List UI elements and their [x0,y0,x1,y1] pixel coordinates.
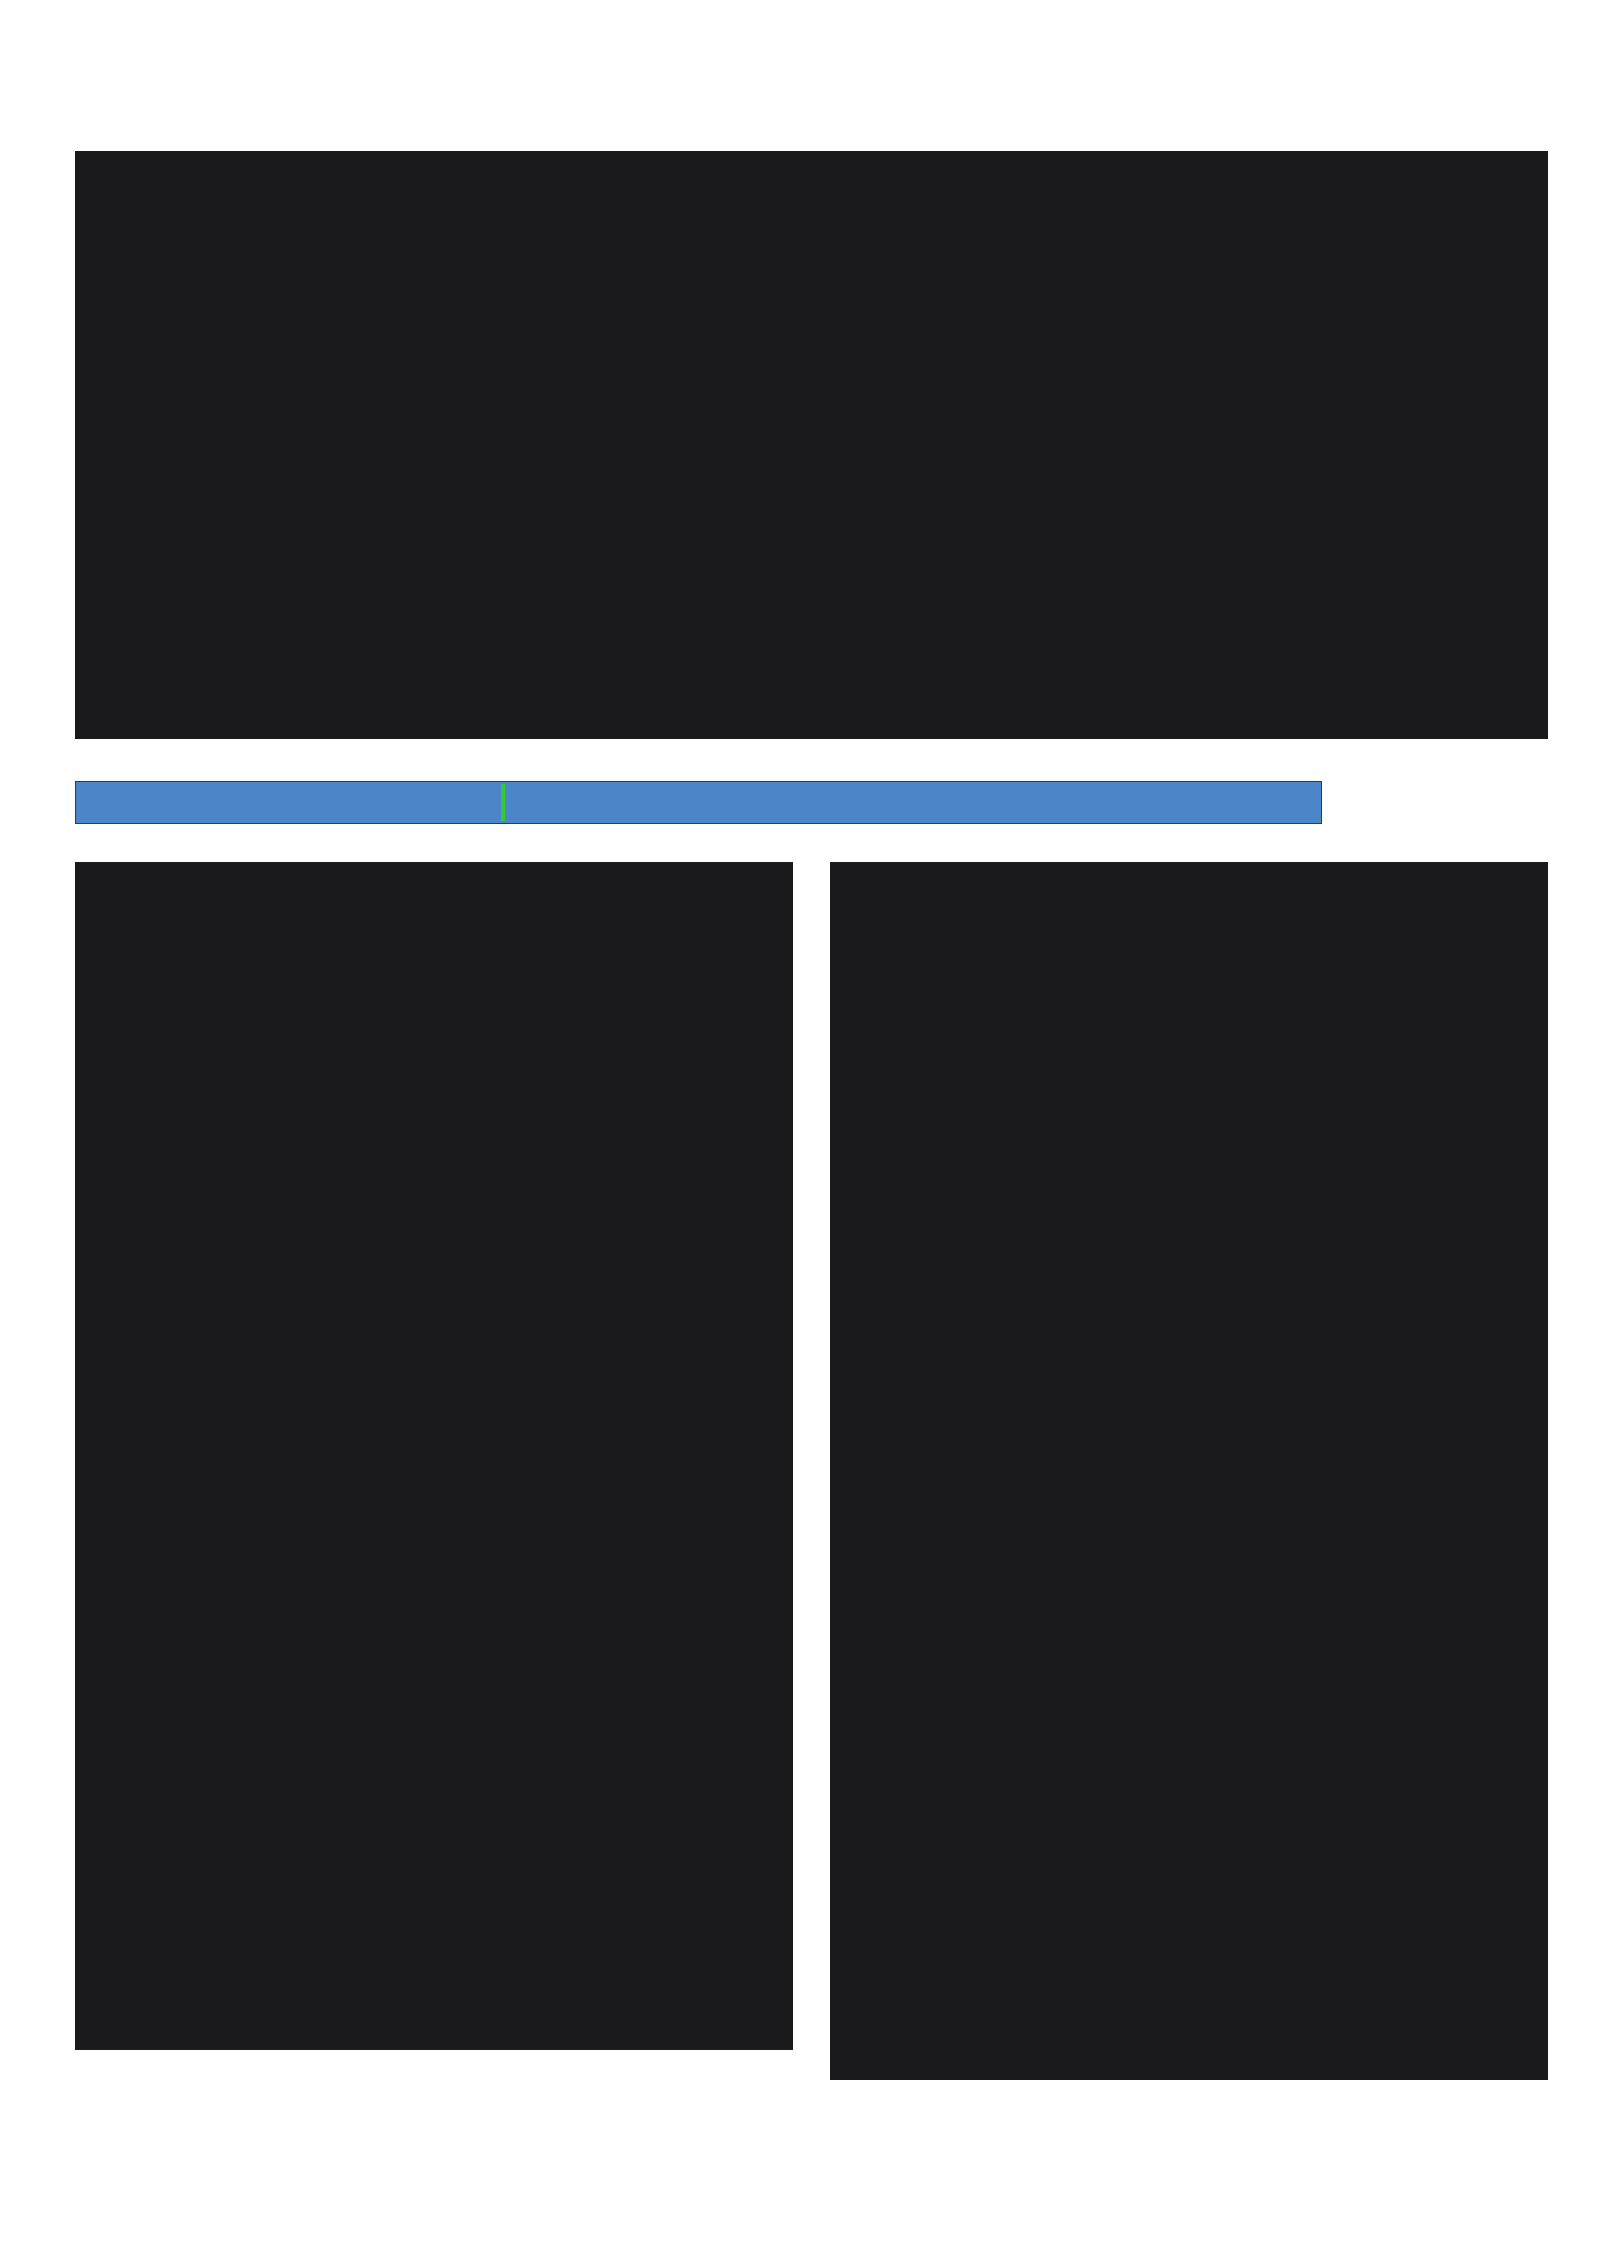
left-question-column [75,862,793,2050]
top-questions-block [75,151,1548,739]
right-question-column [830,862,1548,2080]
section-banner [75,781,1322,824]
section-title [501,784,505,821]
